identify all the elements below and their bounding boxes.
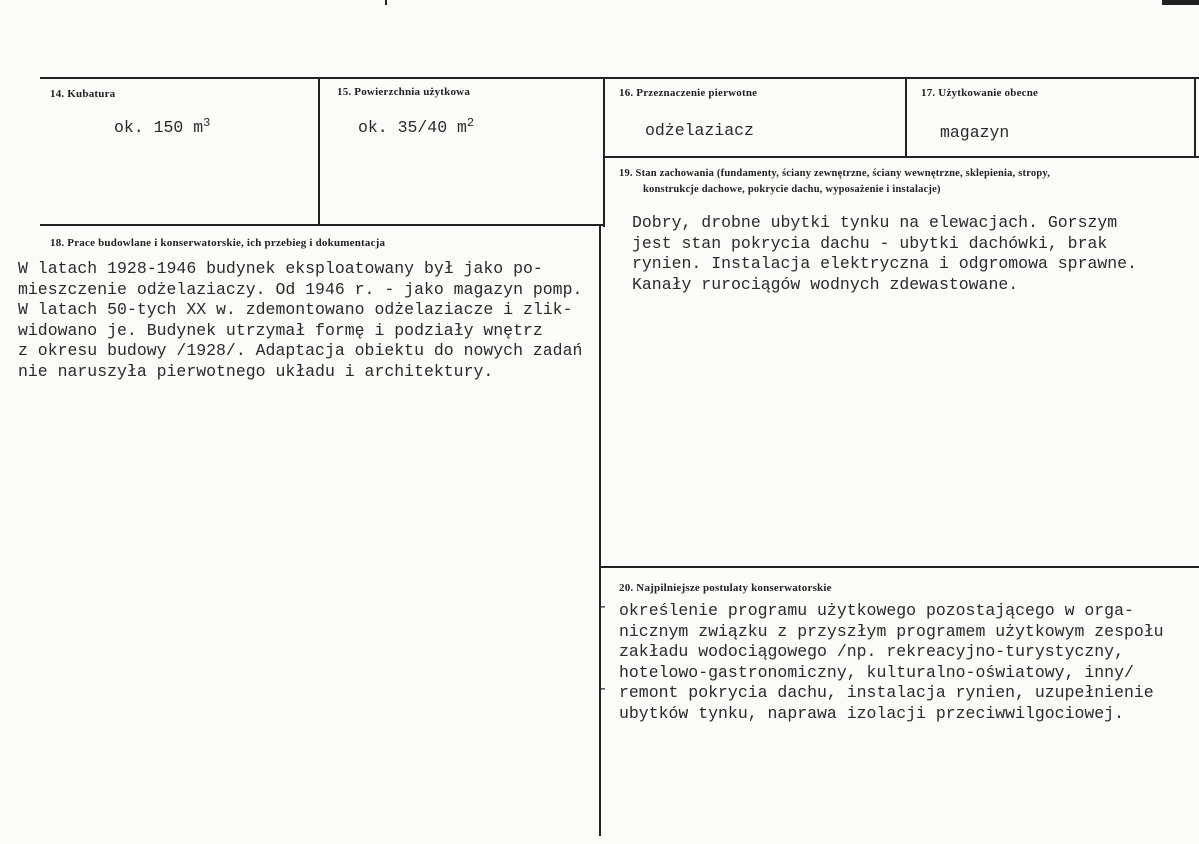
field-19-label-line-1: 19. Stan zachowania (fundamenty, ściany zewnętrzne, ściany wewnętrzne, sklepienia, stropy, <box>619 168 1051 179</box>
field-18-text <box>18 259 582 382</box>
field-20-line: remont pokrycia dachu, instalacja rynien, uzupełnienie <box>619 683 1154 702</box>
field-14-value-text: ok. 150 m <box>114 118 204 137</box>
field-19-label-line-2: konstrukcje dachowe, pokrycie dachu, wyposażenie i instalacje) <box>643 184 941 195</box>
field-19-text <box>632 213 1137 295</box>
field-16-value: odżelaziacz <box>645 121 754 140</box>
field-19-line: jest stan pokrycia dachu - ubytki dachówki, brak <box>632 233 1108 253</box>
field-20-line: określenie programu użytkowego pozostającego w orga- <box>619 601 1134 620</box>
top-edge-tick <box>385 0 387 5</box>
field-15-value-text: ok. 35/40 m <box>358 118 467 137</box>
field-20-line: hotelowo-gastronomiczny, kulturalno-oświatowy, inny/ <box>619 662 1134 682</box>
field-18-label: 18. Prace budowlane i konserwatorskie, ich przebieg i dokumentacja <box>50 237 386 249</box>
divider-14-15 <box>318 77 320 225</box>
field-20-bullet-2: - <box>598 680 608 698</box>
main-vertical-divider-lower <box>599 226 601 836</box>
top-frame-line <box>40 77 1199 79</box>
field-20-label: 20. Najpilniejsze postulaty konserwatorskie <box>619 582 832 594</box>
right-edge-line <box>1194 77 1196 157</box>
main-vertical-divider-upper <box>603 77 605 227</box>
right-top-row-bottom-line <box>603 156 1199 158</box>
field-20-line: zakładu wodociągowego /np. rekreacyjno-turystyczny, <box>619 642 1124 661</box>
top-right-corner-mark <box>1162 0 1199 5</box>
field-18-line: W latach 1928-1946 budynek eksploatowany był jako po- <box>18 259 543 278</box>
field-18-line: nie naruszyła pierwotnego układu i architektury. <box>18 361 494 381</box>
field-18-line: W latach 50-tych XX w. zdemontowano odżelaziacze i zlik- <box>18 300 573 319</box>
field-20-bullet-1: - <box>598 598 608 616</box>
divider-16-17 <box>905 77 907 157</box>
field-18-line: z okresu budowy /1928/. Adaptacja obiektu do nowych zadań <box>18 341 583 360</box>
field-19-line: Kanały rurociągów wodnych zdewastowane. <box>632 274 1019 294</box>
field-14-unit-exponent: 3 <box>203 116 211 130</box>
field-19-line: Dobry, drobne ubytki tynku na elewacjach. Gorszym <box>632 213 1118 232</box>
field-18-line: mieszczenie odżelaziaczy. Od 1946 r. - jako magazyn pomp. <box>18 279 583 299</box>
field-20-line: nicznym związku z przyszłym programem użytkowym zespołu <box>619 621 1164 641</box>
field-15-unit-exponent: 2 <box>466 116 475 130</box>
field-15-label: 15. Powierzchnia użytkowa <box>337 86 471 98</box>
section-19-bottom-line <box>599 566 1199 568</box>
field-15-value <box>358 118 474 137</box>
field-17-value: magazyn <box>940 123 1010 142</box>
field-20-text <box>619 601 1164 724</box>
field-14-label: 14. Kubatura <box>50 88 116 100</box>
field-16-label: 16. Przeznaczenie pierwotne <box>619 87 758 99</box>
left-column-bottom-line <box>40 224 603 226</box>
field-17-label: 17. Użytkowanie obecne <box>921 87 1039 99</box>
field-14-value <box>114 118 210 137</box>
field-19-line: rynien. Instalacja elektryczna i odgromowa sprawne. <box>632 254 1137 273</box>
field-20-line: ubytków tynku, naprawa izolacji przeciwwilgociowej. <box>619 703 1124 723</box>
field-18-line: widowano je. Budynek utrzymał formę i podziały wnętrz <box>18 320 543 340</box>
